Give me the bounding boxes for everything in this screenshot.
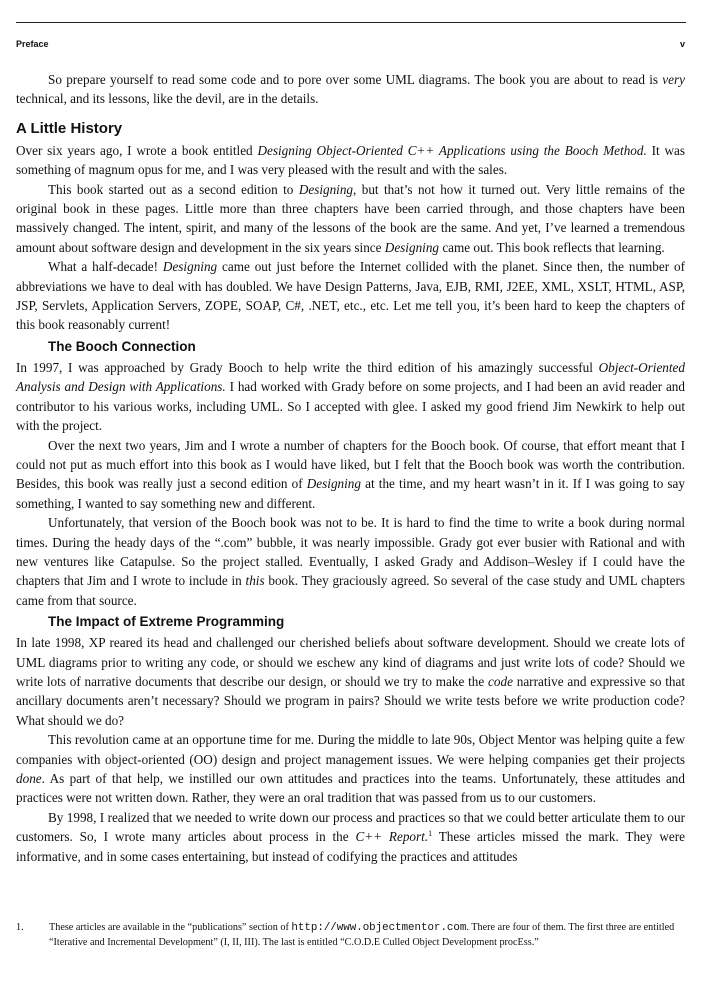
text-run: . There are four of them. The first three are entitled “Iterative and Incremental Development” (I, II, III). The last is entitled “C.O.D.E Culled Object Development procEss.”: [49, 922, 675, 948]
text-run: Over the next two years, Jim and I wrote a number of chapters for the Booch book. Of course, that effort meant that I could not put as much effort into this book as I would have liked, but I felt that the Booch book was worth the contribution. Besides, this book was really just a second edition of: [16, 437, 685, 492]
header-rule: [16, 22, 686, 23]
italic-text: Designing: [162, 259, 218, 275]
footnote-text: [49, 921, 685, 950]
text-run: What a half-decade!: [48, 259, 163, 275]
paragraph: [16, 513, 685, 610]
text-run: book. They graciously agreed. So several of the case study and UML chapters came from that source.: [16, 573, 685, 608]
paragraph: [16, 141, 685, 180]
text-run: This book started out as a second edition to: [48, 181, 299, 197]
text-run: In 1997, I was approached by Grady Booch to help write the third edition of his amazingly successful: [16, 359, 599, 375]
text-run: Over six years ago, I wrote a book entitled: [16, 142, 258, 158]
text-run: . As part of that help, we instilled our own attitudes and practices into the teams. Unfortunately, these attitudes and practices were not written down. Rather, they were an oral tradition that was passed from us to our customers.: [16, 771, 685, 806]
paragraph: [16, 180, 685, 258]
text-run: Unfortunately, that version of the Booch book was not to be. It is hard to find the time to write a book during normal times. During the heady days of the “.com” bubble, it was nearly impossible. Grady got ever busier with Rational and with new ventures like Catapulse. So the project stalled. Eventually, I asked Grady and Addison–Wesley if I could have the chapters that Jim and I wrote to include in: [16, 515, 685, 589]
text-run: These articles are available in the “publications” section of: [49, 922, 292, 933]
text-run: I had worked with Grady before on some projects, and I had been an avid reader and contributor to his various works, including UML. So I accepted with glee. I asked my good friend Jim Newkirk to help out with the project.: [16, 379, 685, 434]
running-head-chapter: Preface: [16, 39, 49, 49]
text-run: came out. This book reflects that learning.: [439, 239, 665, 255]
italic-text: Designing: [306, 476, 361, 492]
italic-text: this: [245, 573, 265, 589]
text-run: So prepare yourself to read some code and to pore over some UML diagrams. The book you are about to read is: [48, 72, 663, 87]
text-run: In late 1998, XP reared its head and challenged our cherished beliefs about software development. Should we create lots of UML diagrams prior to writing any code, or should we eschew any kind of diagrams and just write lots of code? Should we write lots of narrative documents that describe our design, or should we try to make the: [16, 635, 685, 689]
paragraph: [16, 730, 685, 808]
paragraph: [16, 808, 685, 866]
text-run: , but that’s not how it turned out. Very little remains of the original book in these pages. Little more than three chapters have been carried through, and those chapters have been massively changed. The intent, spirit, and many of the lessons of the book are the same. And yet, I’ve learned a tremendous amount about software design and development in the six years since: [16, 181, 686, 255]
text-run: technical, and its lessons, like the devil, are in the details.: [16, 91, 319, 107]
url-text: http://www.objectmentor.com: [291, 922, 467, 934]
footnote-number: 1.: [16, 922, 24, 933]
text-run: These articles missed the mark. They were informative, and in some cases entertaining, but instead of codifying the practices and attitudes: [16, 829, 685, 864]
italic-text: Designing: [384, 239, 440, 255]
text-run: By 1998, I realized that we needed to write down our process and practices so that we could better articulate them to our customers. So, I wrote many articles about process in the: [16, 809, 685, 845]
page-number: v: [679, 39, 685, 49]
paragraph: [16, 257, 685, 335]
text-run: at the time, and my heart wasn’t in it. If I was going to say something, I wanted to say something new and different.: [16, 476, 685, 511]
italic-text: done: [16, 771, 42, 786]
text-run: This revolution came at an opportune time for me. During the middle to late 90s, Object Mentor was helping quite a few companies with object-oriented (OO) design and project management issues. We were helping companies get their projects: [16, 732, 685, 767]
section-heading-history: A Little History: [16, 119, 123, 137]
italic-text: code: [488, 673, 513, 689]
italic-text: Object-Oriented Analysis and Design with Applications.: [16, 359, 685, 395]
paragraph: [16, 358, 685, 436]
body-text: [16, 70, 685, 866]
subsection-heading-booch: The Booch Connection: [48, 338, 196, 354]
text-run: came out just before the Internet collided with the planet. Since then, the number of abbreviations we have to deal with has doubled. We have Design Patterns, Java, EJB, RMI, J2EE, XML, XSLT, HTML, ASP, JSP, Servlets, Application Servers, ZOPE, SOAP, C#, .NET, etc., etc. Let me tell you, it’s been hard to keep the chapters of this book reasonably current!: [16, 259, 685, 333]
italic-text: C++ Report.: [355, 829, 429, 845]
footnote: [16, 921, 685, 950]
italic-text: Designing Object-Oriented C++ Applications using the Booch Method.: [257, 142, 647, 158]
text-run: It was something of magnum opus for me, and I was very pleased with the result and with the sales.: [16, 142, 685, 178]
paragraph: [16, 633, 685, 730]
paragraph: [16, 436, 685, 514]
text-run: narrative and expressive so that ancillary documents aren’t necessary? Should we program in pairs? Should we write tests before we write production code? What should we do?: [16, 673, 685, 728]
footnote-ref: 1: [428, 829, 433, 839]
italic-text: Designing: [298, 181, 354, 197]
italic-text: very: [662, 72, 685, 87]
subsection-heading-xp: The Impact of Extreme Programming: [48, 614, 285, 630]
paragraph: [16, 70, 685, 109]
running-head: [16, 39, 685, 53]
